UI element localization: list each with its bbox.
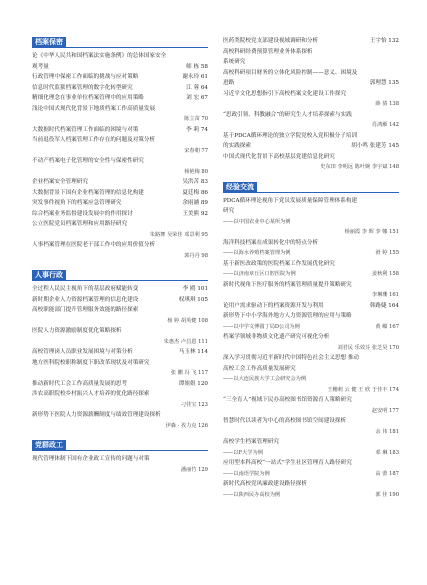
entry-author-page: 邓 琳 183 (375, 449, 399, 456)
entry-author-page (396, 47, 399, 57)
entry-author-page (396, 479, 399, 489)
toc-entry[interactable] (32, 93, 208, 103)
entry-title: “三全育人”视域下民办高校图书馆资源育人策略研究 (223, 397, 352, 403)
entry-title: “思政引领、科教融合”的研究生人才培养探索与实践 (223, 111, 352, 118)
entry-title: 推动新时代工会工作高质量发展的思考 (32, 380, 128, 387)
entry-author-page: 王宇怡 132 (369, 38, 399, 44)
section-heading: 人事行政 (32, 270, 66, 281)
toc-entry[interactable] (223, 152, 399, 162)
toc-entry[interactable] (32, 389, 208, 399)
entry-title: 海洋科技档案在成果转化中的特点分析 (223, 239, 319, 246)
toc-entry[interactable] (32, 379, 208, 389)
entry-title: 高校科研经费预算管理业务体系探析 (223, 48, 313, 55)
entry-title: 企业档案安全管理研究 (32, 179, 88, 185)
entry-author-page: 滑 婷 155 (375, 250, 399, 256)
entry-author-page (396, 131, 399, 141)
toc-entry[interactable] (32, 125, 208, 135)
toc-entry[interactable] (223, 89, 399, 99)
entry-title: 精细化理念在事业单位档案管理中的应用策略 (32, 95, 144, 101)
entry-author-line: 杨丽霞 李 晖 李 娜 151 (344, 229, 399, 235)
entry-title: 高校管理岗人员职业发展困境与对策分析 (32, 349, 133, 355)
entry-title: 全过程人民民主视角下的基层政府赋能转变 (32, 286, 139, 292)
entry-author-line: 杨艳梅 80 (184, 168, 208, 175)
toc-entry[interactable] (32, 347, 208, 357)
entry-author-page: 王美熊 92 (182, 210, 208, 217)
entry-author-line: 赵安明 177 (371, 407, 399, 414)
entry-author-page (396, 196, 399, 206)
entry-subtitle: ——以F大学为例 (223, 449, 263, 456)
entry-author-page: 高 蕾 187 (375, 470, 399, 477)
entry-author-line: 肖鸿雁 142 (371, 122, 399, 128)
entry-author-line: 薛 倩 138 (375, 101, 399, 107)
entry-author-page: 黄 嵋 167 (375, 323, 399, 330)
entry-title: 综合档案业务监督建设发展中的作用探讨 (32, 210, 133, 217)
entry-author-page: 姜秋利 158 (371, 271, 399, 277)
entry-author-page (396, 110, 399, 120)
entry-author-page (205, 240, 208, 250)
entry-author-page (396, 238, 399, 248)
entry-title: 新时代高校党风廉政建设路径探析 (223, 481, 307, 487)
entry-subtitle: ——以陕西民办高校为例 (223, 491, 281, 498)
entry-title: 高校职能部门提升管理服务效能的路径探索 (32, 307, 139, 313)
entry-title: 人事档案管理在医院老干部工作中的应用价值分析 (32, 242, 156, 248)
entry-subtitle: ——以海水养殖档案管理为例 (223, 250, 291, 256)
entry-author-line: 李琳珊 161 (371, 292, 399, 298)
toc-entry[interactable] (223, 301, 399, 311)
toc-entry[interactable] (32, 305, 208, 315)
entry-author-page: 李 鸥 101 (182, 286, 208, 292)
entry-author-page (205, 219, 208, 229)
toc-entry[interactable] (223, 238, 399, 248)
toc-entry[interactable] (223, 68, 399, 78)
entry-title: 新时代视角下医疗服务的档案管理质量提升策略研究 (223, 281, 352, 288)
toc-entry[interactable] (32, 209, 208, 219)
entry-author-line (223, 248, 399, 258)
toc-entry[interactable] (223, 280, 399, 290)
section-rule (32, 47, 208, 48)
entry-author-page (396, 259, 399, 269)
toc-entry[interactable] (32, 454, 208, 464)
entry-author-page (205, 454, 208, 464)
entry-title: 应用型本科高校“一站式”学生社区管理育人路径研究 (223, 460, 352, 466)
toc-entry[interactable] (32, 284, 208, 294)
toc-entry[interactable] (32, 219, 208, 229)
toc-entry[interactable] (32, 104, 208, 114)
toc-entry[interactable] (223, 78, 399, 88)
toc-entry[interactable] (223, 36, 399, 46)
section-rule (32, 280, 208, 281)
toc-entry[interactable] (32, 188, 208, 198)
entry-author-page: 李 莉 74 (186, 126, 208, 133)
entry-title: 论《中华人民共和国档案法实施条例》的总体国家安全 (32, 53, 167, 59)
entry-author-line: 宋春朝 77 (184, 147, 208, 154)
entry-title: 地方医科院校职称制度下职改革现状及对策研究 (32, 359, 150, 366)
entry-author-line: 史东田 李明远 陈叶婉 李宇斌 148 (320, 164, 399, 170)
entry-title: 基于新医改政策的医院档案工作发展优化研究 (223, 260, 335, 267)
toc-entry[interactable] (223, 206, 399, 216)
entry-author-line (223, 469, 399, 479)
toc-entry[interactable] (223, 259, 399, 269)
entry-author-page (396, 353, 399, 363)
entry-author-line: 刘君民 乐效芬 张芝昊 170 (337, 344, 399, 351)
toc-entry[interactable] (223, 196, 399, 206)
entry-author-page (205, 358, 208, 368)
entry-title: 不动产档案电子化管理的安全性与保密性研究 (32, 158, 144, 164)
section-heading: 档案保密 (32, 37, 66, 48)
entry-author-page: 郭 佳 190 (375, 491, 399, 498)
entry-author-line (223, 490, 399, 500)
entry-title: 研究 (223, 208, 235, 214)
entry-author-page: 郭理慧 135 (369, 80, 399, 86)
entry-title: 大数据时代档案管理工作面临的困境与对策 (32, 126, 139, 133)
entry-author-line: ——以大连民族大学工会研究会为例 (223, 376, 307, 382)
entry-author-line (223, 269, 399, 279)
toc-entry[interactable] (223, 141, 399, 151)
entry-author-page (205, 410, 208, 420)
toc-entry[interactable] (223, 57, 399, 67)
toc-entry[interactable] (223, 131, 399, 141)
entry-author-line: 潘丽竹 129 (180, 466, 208, 473)
toc-entry[interactable] (32, 326, 208, 336)
toc-entry[interactable] (32, 358, 208, 368)
section-rule (223, 192, 399, 193)
entry-author-line: 朱惠杰 卢昌恩 111 (163, 338, 208, 345)
entry-title: 医药类院校党支部建设视域调研和分析 (223, 38, 319, 44)
entry-author-page (396, 437, 399, 447)
entry-author-line (223, 448, 399, 458)
entry-author-line: 刁佳宝 123 (180, 401, 208, 408)
toc-entry[interactable] (223, 47, 399, 57)
entry-author-page (205, 389, 208, 399)
entry-author-page (396, 364, 399, 374)
entry-author-page: 余雨涵 89 (182, 200, 208, 206)
toc-entry[interactable] (32, 198, 208, 208)
entry-author-page: 夏廷梅 86 (182, 189, 208, 196)
entry-author-page (396, 280, 399, 290)
entry-subtitle: ——以中学文博圆丁局D公司为例 (223, 323, 300, 330)
entry-author-page (205, 305, 208, 315)
entry-title: 大数据背景下国有企业档案管理的信息化构建 (32, 189, 144, 196)
entry-title: 中国式现代化背景下高校基层党建信息化研究 (223, 153, 335, 160)
entry-author-line (223, 322, 399, 332)
toc-entry[interactable] (223, 332, 399, 342)
entry-author-page (396, 311, 399, 321)
entry-author-page (396, 57, 399, 67)
entry-author-line: ——以中国农业中心某所为例 (223, 218, 291, 225)
entry-title: 智慧时代以读者为中心的高校图书馆空间建设探析 (223, 418, 347, 424)
entry-author-line: 杨 婷 胡英健 108 (167, 317, 208, 324)
entry-subtitle: ——以南语学院为例 (223, 470, 270, 477)
entry-author-page (205, 326, 208, 336)
toc-entry[interactable] (32, 83, 208, 93)
entry-title: 新形势下中小学海外地方人力资源管理的应用与策略 (223, 313, 352, 319)
entry-author-page: 胡小鸣 张建芳 145 (351, 143, 399, 149)
entry-title: 基于PDCA循环理论的独立学院党校入党积极分子培训 (223, 132, 358, 139)
toc-entry[interactable] (32, 295, 208, 305)
entry-author-page (396, 332, 399, 342)
entry-author-line: 伊森 · 孜力克 126 (165, 422, 208, 429)
entry-author-page: 谢永玲 61 (182, 74, 208, 80)
entry-subtitle: ——以济南章丘区口腔医院为例 (223, 271, 296, 277)
entry-title: 现代管理体制下国有企业政工宣传的问题与对策 (32, 456, 150, 462)
entry-title: 信息时代监狱档案管理的数字化转型研究 (32, 84, 133, 91)
toc-entry[interactable] (32, 177, 208, 187)
entry-author-page: 权琪琪 105 (178, 296, 208, 303)
entry-title: 突发事件视角下的档案应急管理研究 (32, 200, 122, 206)
toc-entry[interactable] (223, 353, 399, 363)
toc-entry[interactable] (223, 110, 399, 120)
toc-entry[interactable] (32, 240, 208, 250)
entry-author-page (396, 89, 399, 99)
entry-author-line: 朱路舞 吴荣佳 邓景利 95 (149, 231, 208, 238)
entry-title: 涉农高职院校乡村振兴人才培养的优化路径探索 (32, 391, 150, 397)
toc-entry[interactable] (32, 410, 208, 420)
entry-author-page: 吴洪苦 83 (182, 179, 208, 185)
toc-entry[interactable] (32, 156, 208, 166)
entry-author-page (396, 416, 399, 426)
entry-title: 新形势下医院人力资源薪酬制度与绩效管理建设探析 (32, 412, 161, 418)
toc-entry[interactable] (223, 364, 399, 374)
entry-author-line: 郭丹丹 98 (184, 252, 208, 259)
entry-title: 观考量 (32, 63, 49, 70)
entry-author-page (205, 104, 208, 114)
entry-author-line: 王穗莉 云 健 王 欣 于佳丰 174 (327, 386, 399, 393)
entry-title: 进路 (223, 80, 235, 86)
entry-author-page (396, 152, 399, 162)
toc-entry[interactable] (32, 51, 208, 61)
entry-title: 档案学领域非物质文化遗产研究可视化分析 (223, 334, 330, 340)
entry-author-page: 江 蓉 64 (186, 84, 208, 91)
toc-entry[interactable] (32, 72, 208, 82)
entry-author-page: 师 栋 58 (186, 63, 208, 70)
toc-entry[interactable] (223, 395, 399, 405)
section-heading: 经验交流 (223, 182, 257, 193)
toc-entry[interactable] (223, 437, 399, 447)
entry-author-line: 陈立苗 70 (184, 116, 208, 122)
entry-title: 的实践探索 (223, 143, 251, 149)
entry-author-line: 余 伟 181 (375, 428, 399, 435)
entry-title: 高校科研项目财务的立体化风险控制——意义、困境及 (223, 69, 358, 76)
entry-title: 公立医院党员档案管理和应用路径研究 (32, 221, 128, 227)
entry-author-page (396, 395, 399, 405)
entry-author-page (205, 156, 208, 166)
entry-title: 浅论中国式现代化背景下地质档案工作高质量发展 (32, 105, 156, 112)
entry-title: PDCA循环理论视角下党员发展质量保障管理体系构建 (223, 197, 358, 204)
toc-entry[interactable] (32, 135, 208, 145)
toc-entry[interactable] (223, 458, 399, 468)
toc-entry[interactable] (223, 479, 399, 489)
entry-title: 论用户需求驱动下的档案资源开发与利用 (223, 302, 324, 309)
entry-author-page: 韩路婕 164 (369, 302, 399, 309)
toc-entry[interactable] (223, 311, 399, 321)
entry-author-page: 谭姐姐 120 (178, 380, 208, 387)
entry-title: 高校学生档案管理研究 (223, 439, 279, 445)
entry-author-page: 马玉林 114 (178, 349, 208, 355)
section-rule (32, 450, 208, 451)
toc-entry[interactable] (223, 416, 399, 426)
entry-author-page (205, 135, 208, 145)
entry-title: 习近平文化思想指引下高校档案文化建设工作探究 (223, 90, 347, 97)
entry-author-page (396, 458, 399, 468)
entry-title: 行政管理中保密工作面临的挑战与应对策略 (32, 74, 139, 80)
entry-title: 新时期企业人力资源档案管理的信息化建设 (32, 296, 139, 303)
section-heading: 党群政工 (32, 440, 66, 451)
entry-title: 深入学习贯彻习近平新时代中国特色社会主义思想 推动 (223, 355, 360, 361)
entry-title: 高校工会工作高质量发展研究 (223, 365, 296, 372)
entry-author-line: 张 鹏 冯 飞 117 (170, 370, 208, 376)
entry-author-page (396, 206, 399, 216)
entry-title: 当前退役军人档案管理工作存在的问题及对策分析 (32, 137, 156, 143)
entry-title: 系统研究 (223, 59, 246, 65)
toc-entry[interactable] (32, 62, 208, 72)
entry-title: 医院人力资源激励制度优化策略探析 (32, 328, 122, 334)
entry-author-page (396, 68, 399, 78)
entry-author-page (205, 51, 208, 61)
entry-author-page: 刘 宏 67 (186, 95, 208, 101)
